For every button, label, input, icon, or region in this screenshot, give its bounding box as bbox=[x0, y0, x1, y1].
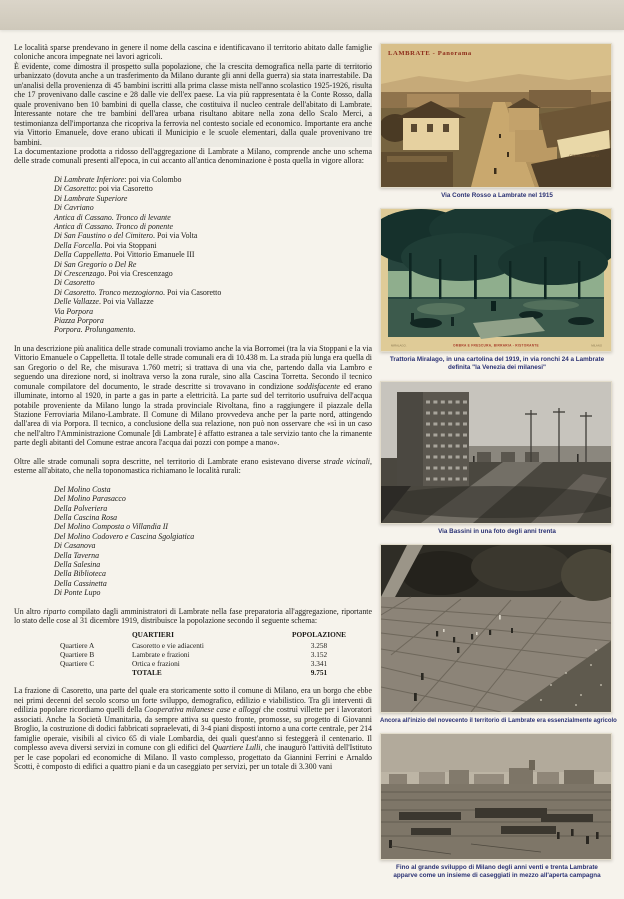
rural-list-item: Di Casanova bbox=[54, 541, 96, 551]
rural-list-item: Della Salesina bbox=[54, 559, 101, 569]
street-list-item: Di Lambrate Superiore bbox=[54, 193, 128, 203]
population-table-row: Quartiere A Casoretto e vie adiacenti 3.258 bbox=[60, 640, 328, 650]
rural-list-item: Di Ponte Lupo bbox=[54, 588, 101, 598]
paragraph-riparto: Un altro riparto compilato dagli amministratori di Lambrate nella fase preparatoria all'aggregazione, riportante lo stato delle cose al 31 dicembre 1919, distribuisce la popolazione secondo il seguente schema: bbox=[14, 606, 372, 626]
population-table-row: Quartiere B Lambrate e frazioni 3.152 bbox=[60, 649, 328, 659]
street-list-item: Di San Gregorio o Del Re bbox=[54, 259, 137, 269]
street-names-list bbox=[54, 175, 372, 335]
street-list-item: Di Casoretto bbox=[54, 278, 95, 288]
rural-list-item: Del Molino Codovero e Cascina Sgolgiatica bbox=[54, 531, 195, 541]
photo-territorio-agricolo bbox=[380, 544, 612, 713]
page-content bbox=[0, 30, 624, 888]
paragraph-strade-vicinali: Oltre alle strade comunali sopra descritte, nel territorio di Lambrate erano esistevano diverse strade vicinali, esterne all'abitato, che nella toponomastica richiamano le località rurali: bbox=[14, 456, 372, 476]
street-list-item: Di Cavriano bbox=[54, 203, 94, 213]
caption-caseggiati-campagna: Fino al grande sviluppo di Milano degli anni venti e trenta Lambrate apparve come un insieme di caseggiati in mezzo all'aperta campagna bbox=[393, 864, 601, 880]
rural-list-item: Del Molino Parasacco bbox=[54, 494, 126, 504]
rural-list-item: Della Biblioteca bbox=[54, 569, 106, 579]
street-list-item: Piazza Porpora bbox=[54, 315, 104, 325]
street-list-item: Delle Vallazze. Poi via Vallazze bbox=[54, 297, 154, 307]
street-list-item: Di Lambrate Inferiore: poi via Colombo bbox=[54, 174, 182, 184]
street-list-item: Di Crescenzago. Poi via Crescenzago bbox=[54, 268, 173, 278]
photo-column bbox=[380, 43, 617, 888]
figure-via-bassini bbox=[380, 381, 614, 536]
photo1-cinematografo-sign: CINEMATOGRAFO bbox=[569, 154, 599, 158]
page-top-margin bbox=[0, 0, 624, 30]
caption-via-bassini: Via Bassini in una foto degli anni trenta bbox=[438, 527, 556, 535]
street-list-item: Porpora. Prolungamento. bbox=[54, 325, 136, 335]
street-list-item: Della Forcella. Poi via Stoppani bbox=[54, 240, 157, 250]
street-list-item: Di Casoretto. Tronco mezzogiorno. Poi via Casoretto bbox=[54, 287, 222, 297]
paragraph-casoretto: La frazione di Casoretto, una parte del quale era storicamente sotto il comune di Milano, era un borgo che ebbe nei primi decenni del secolo scorso un forte sviluppo, demografico, edilizio e viabilistico. Tra gli interventi di edilizia popolare ricordiamo quelli della Cooperativa milanese case e alloggi che costruì villette per i lavoratori associati. Anche la Società Umanitaria, da sempre attiva su questo fronte, promosse, su progetto di Giovanni Broglio, la costruzione di dodici fabbricati sopraelevati, di 3-4 piani disposti intorno a una corte centrale, per 214 famiglie operaie, visibili al civico 65 di viale Lombardia, dei quali quest'anno si festeggerà il centenario. Il complesso aveva diversi servizi in comune con gli edifici del Quartiere Lulli, che inaugurò l'attività dell'Istituto per le case popolari ed economiche di Milano. Il vasto complesso, progettato da Giannini Ferrini e Arnaldo Scotti, è composto di edifici a quattro piani e da un caseggiato per servizi, per un totale di 3.300 vani bbox=[14, 686, 373, 772]
photo-trattoria-miralago bbox=[380, 208, 612, 352]
street-list-item: Di Casoretto: poi via Casoretto bbox=[54, 184, 153, 194]
photo-conte-rosso-1915 bbox=[380, 43, 612, 188]
photo-caseggiati-campagna bbox=[380, 733, 612, 860]
figure-panorama-campagna bbox=[380, 733, 614, 880]
rural-list-item: Della Cascina Rosa bbox=[54, 512, 118, 522]
rural-list-item: Della Cassinetta bbox=[54, 578, 107, 588]
street-list-item: Via Porpora bbox=[54, 306, 94, 316]
rural-list-item: Del Molino Composta o Villandia II bbox=[54, 522, 169, 532]
rural-list-item: Della Taverna bbox=[54, 550, 100, 560]
caption-trattoria-miralago: Trattoria Miralago, in una cartolina del 1919, in via ronchi 24 a Lambrate definita "la Venezia dei milanesi" bbox=[389, 356, 605, 372]
caption-conte-rosso: Via Conte Rosso a Lambrate nel 1915 bbox=[441, 192, 553, 199]
header-popolazione: POPOLAZIONE bbox=[292, 630, 346, 640]
total-value: 9.751 bbox=[310, 668, 328, 678]
photo1-postcard-title: LAMBRATE - Panorama bbox=[388, 50, 472, 57]
paragraph-documentazione: La documentazione prodotta a ridosso dell'aggregazione di Lambrate a Milano, comprende anche uno schema delle strade comunali presenti all'epoca, in cui accanto all'antica denominazione è posta quella in vigore allora: bbox=[14, 146, 372, 166]
figure-trattoria-miralago bbox=[380, 208, 614, 372]
photo2-strip-right: MILANO bbox=[591, 343, 602, 348]
paragraph-strade-comunali: In una descrizione più analitica delle strade comunali troviamo anche la via Borromei (tra la via Stoppani e la via Vittorio Emanuele o Cappelletta. Il totale delle strade comunali era di 10.438 m. La strada più lunga era quella di san Gregorio o del Re, che misurava 1.760 metri; si trattava di una via che, partendo dalla via Lambro e seguendo una direzione nord, si inoltrava verso la zona rurale, sino alla Cascina Torretta. Secondo il tecnico comunale compilatore del documento, le strade descritte si trovavano in condizione soddisfacente ed erano illuminate, intorno al 1920, in parte a gas in parte a elettricità. La parte sud del territorio usufruiva dell'acqua potabile proveniente da Milano lungo la strada provinciale Rivoltana, fino a raggiungere il piazzale della Stazione Ferroviaria Milano-Lambrate. Il Comune di Milano provvedeva anche per la parte nord, attingendo dall'area di via Porpora. Il tecnico, a conclusione della sua relazione, non può non osservare che «sì in un caso che nell'altro l'Amministrazione Comunale [di Lambrate] è affatto estranea a tale servizio tanto che la rimanente parte degli abitanti del Comune estrae ancora l'acqua dai pozzi con pompe a mano». bbox=[14, 343, 373, 448]
photo2-strip-text: OMBRA E FRESCURA, BIRRARIA - RISTORANTE bbox=[453, 343, 539, 348]
caption-territorio-agricolo: Ancora all'inizio del novecento il territorio di Lambrate era essenzialmente agricolo bbox=[380, 717, 617, 724]
rural-list-item: Della Polveriera bbox=[54, 503, 108, 513]
street-list-item: Di San Faustino o del Cimitero. Poi via Volta bbox=[54, 231, 198, 241]
population-table bbox=[60, 630, 358, 677]
photo2-strip-left: MIRALAGO. bbox=[391, 343, 407, 348]
population-table-header-row bbox=[60, 630, 358, 640]
paragraph-popolazione: È evidente, come dimostra il prospetto sulla popolazione, che la crescita demografica nella parte di territorio urbanizzato (dovuta anche a un trasferimento da Milano durante gli anni della guerra) sia stata inarrestabile. Da un'analisi della provenienza di 45 bambini iscritti alla prima classe mista nell'anno scolastico 1925-1926, risulta che 17 provenivano dalle cascine e 28 dalle vie dell'ex paese. La via più rappresentata è la Conte Rosso, dalla quale provenivano ben 10 bambini di quella classe, che costituiva il nucleo centrale dell'abitato di Lambrate. Interessante notare che tre bambini dell'area urbana risultano abitare nella zona dello Scalo Merci, a testimonianza dell'importanza che ricopriva la ferrovia nel contesto sociale ed economico. Importante era anche via Vittorio Emanuele, dove erano ubicati il Municipio e le scuole elementari, dalla quale provenivano tre bambini. bbox=[14, 61, 372, 147]
figure-campo-agricolo bbox=[380, 544, 617, 725]
street-list-item: Della Cappelletta. Poi Vittorio Emanuele III bbox=[54, 250, 195, 260]
rural-localities-list bbox=[54, 485, 372, 598]
paragraph-cascine: Le località sparse prendevano in genere il nome della cascina e identificavano il territorio abitato dalle famiglie coloniche ancora impegnate nei lavori agricoli. bbox=[14, 43, 372, 62]
population-table-row: Quartiere C Ortica e frazioni 3.341 bbox=[60, 659, 328, 669]
street-list-item: Antica di Cassano. Tronco di ponente bbox=[54, 221, 173, 231]
street-list-item: Antica di Cassano. Tronco di levante bbox=[54, 212, 171, 222]
population-table-total-row bbox=[60, 668, 358, 677]
photo-via-bassini bbox=[380, 381, 612, 524]
total-label: TOTALE bbox=[132, 668, 162, 678]
header-quartieri: QUARTIERI bbox=[132, 630, 174, 640]
article-text-column bbox=[14, 43, 372, 888]
rural-list-item: Del Molino Costa bbox=[54, 484, 111, 494]
figure-conte-rosso bbox=[380, 43, 614, 200]
header-empty bbox=[60, 630, 132, 640]
